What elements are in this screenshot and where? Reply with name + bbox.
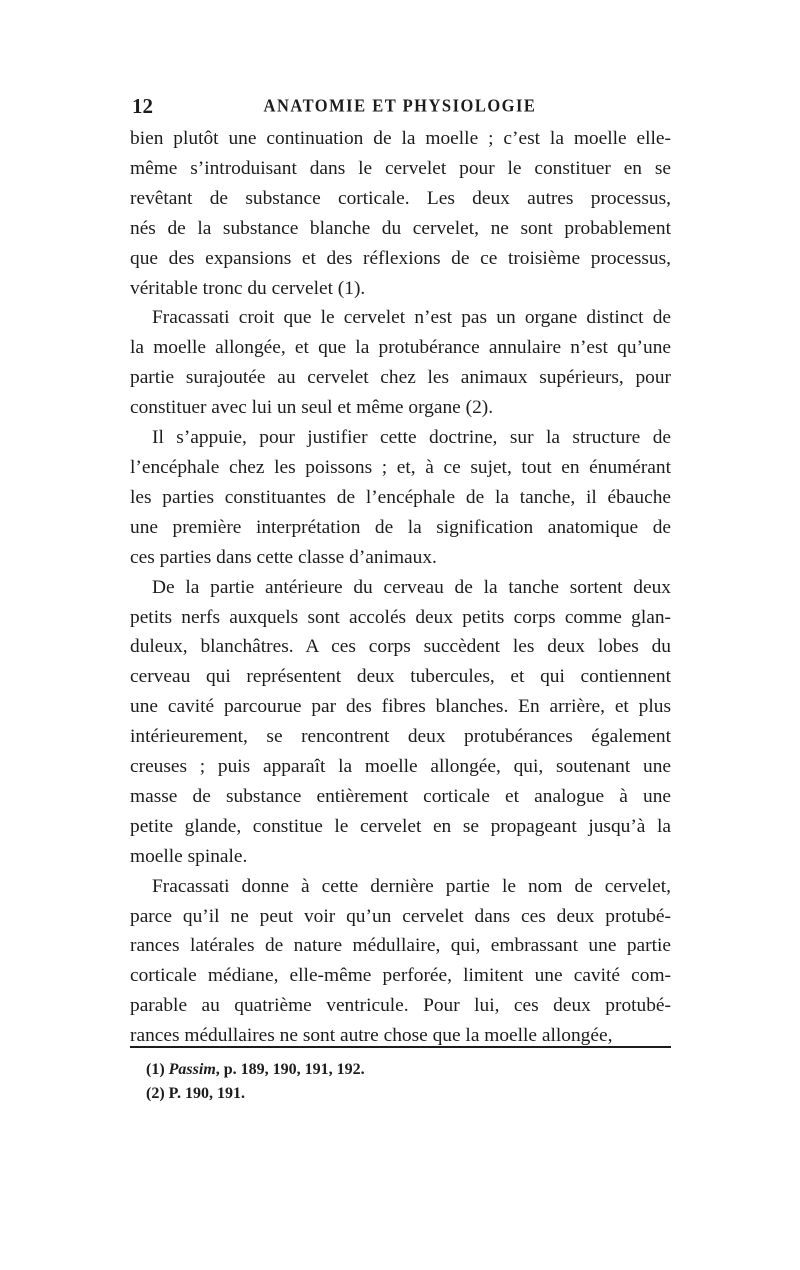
footnotes <box>146 1058 646 1106</box>
text-line: cerveau qui représentent deux tubercules, et qui contiennent <box>130 666 671 688</box>
text-line: duleux, blanchâtres. A ces corps succèdent les deux lobes du <box>130 636 671 658</box>
text-line: masse de substance entièrement corticale et analogue à une <box>130 785 671 807</box>
text-line: nés de la substance blanche du cervelet, ne sont probablement <box>130 217 671 239</box>
text-line: rances latérales de nature médullaire, qui, embrassant une partie <box>130 935 671 957</box>
text-line: la moelle allongée, et que la protubérance annulaire n’est qu’une <box>130 337 671 359</box>
text-line: même s’introduisant dans le cervelet pour le constituer en se <box>130 157 671 179</box>
text-line: petite glande, constitue le cervelet en se propageant jusqu’à la <box>130 815 671 837</box>
footnote-marker: (1) <box>146 1061 169 1078</box>
footnote-marker: (2) <box>146 1085 169 1102</box>
footnote-text: P. 190, 191. <box>168 1085 245 1102</box>
text-line: l’encéphale chez les poissons ; et, à ce sujet, tout en énumérant <box>130 456 671 478</box>
paragraph <box>130 303 671 423</box>
text-line: De la partie antérieure du cerveau de la tanche sortent deux <box>152 576 671 598</box>
text-line: parable au quatrième ventricule. Pour lui, ces deux protubé- <box>130 995 671 1017</box>
text-line: Il s’appuie, pour justifier cette doctrine, sur la structure de <box>152 427 671 449</box>
text-line: moelle spinale. <box>130 845 248 867</box>
footnote <box>146 1058 646 1082</box>
paragraph <box>130 423 671 573</box>
footnote-text: , p. 189, 190, 191, 192. <box>215 1061 365 1078</box>
footnote <box>146 1082 646 1106</box>
text-line: que des expansions et des réflexions de ce troisième processus, <box>130 247 671 269</box>
text-line: Fracassati donne à cette dernière partie le nom de cervelet, <box>152 875 671 897</box>
text-line: véritable tronc du cervelet (1). <box>130 277 366 299</box>
page-number: 12 <box>132 94 153 118</box>
text-line: bien plutôt une continuation de la moelle ; c’est la moelle elle- <box>130 128 671 149</box>
text-line: creuses ; puis apparaît la moelle allongée, qui, soutenant une <box>130 756 671 778</box>
text-line: une première interprétation de la signification anatomique de <box>130 516 671 538</box>
text-line: intérieurement, se rencontrent deux protubérances également <box>130 726 671 748</box>
paragraph <box>130 573 671 872</box>
footnote-italic: Passim <box>168 1061 216 1078</box>
footnote-rule <box>130 1046 671 1048</box>
text-line: constituer avec lui un seul et même organe (2). <box>130 397 494 419</box>
paragraph <box>130 872 671 1051</box>
text-line: rances médullaires ne sont autre chose que la moelle allongée, <box>130 1025 613 1047</box>
text-line: parce qu’il ne peut voir qu’un cervelet dans ces deux protubé- <box>130 905 671 927</box>
text-line: les parties constituantes de l’encéphale de la tanche, il ébauche <box>130 486 671 508</box>
text-line: partie surajoutée au cervelet chez les animaux supérieurs, pour <box>130 367 671 389</box>
page-header <box>130 94 670 120</box>
text-line: petits nerfs auxquels sont accolés deux petits corps comme glan- <box>130 606 671 628</box>
text-line: revêtant de substance corticale. Les deux autres processus, <box>130 187 671 209</box>
paragraph <box>130 124 671 303</box>
text-line: une cavité parcourue par des fibres blanches. En arrière, et plus <box>130 696 671 718</box>
text-line: ces parties dans cette classe d’animaux. <box>130 546 437 568</box>
running-title: ANATOMIE ET PHYSIOLOGIE <box>263 95 537 116</box>
text-line: corticale médiane, elle-même perforée, limitent une cavité com- <box>130 965 671 987</box>
body-text <box>130 124 671 1051</box>
text-line: Fracassati croit que le cervelet n’est pas un organe distinct de <box>152 307 671 329</box>
